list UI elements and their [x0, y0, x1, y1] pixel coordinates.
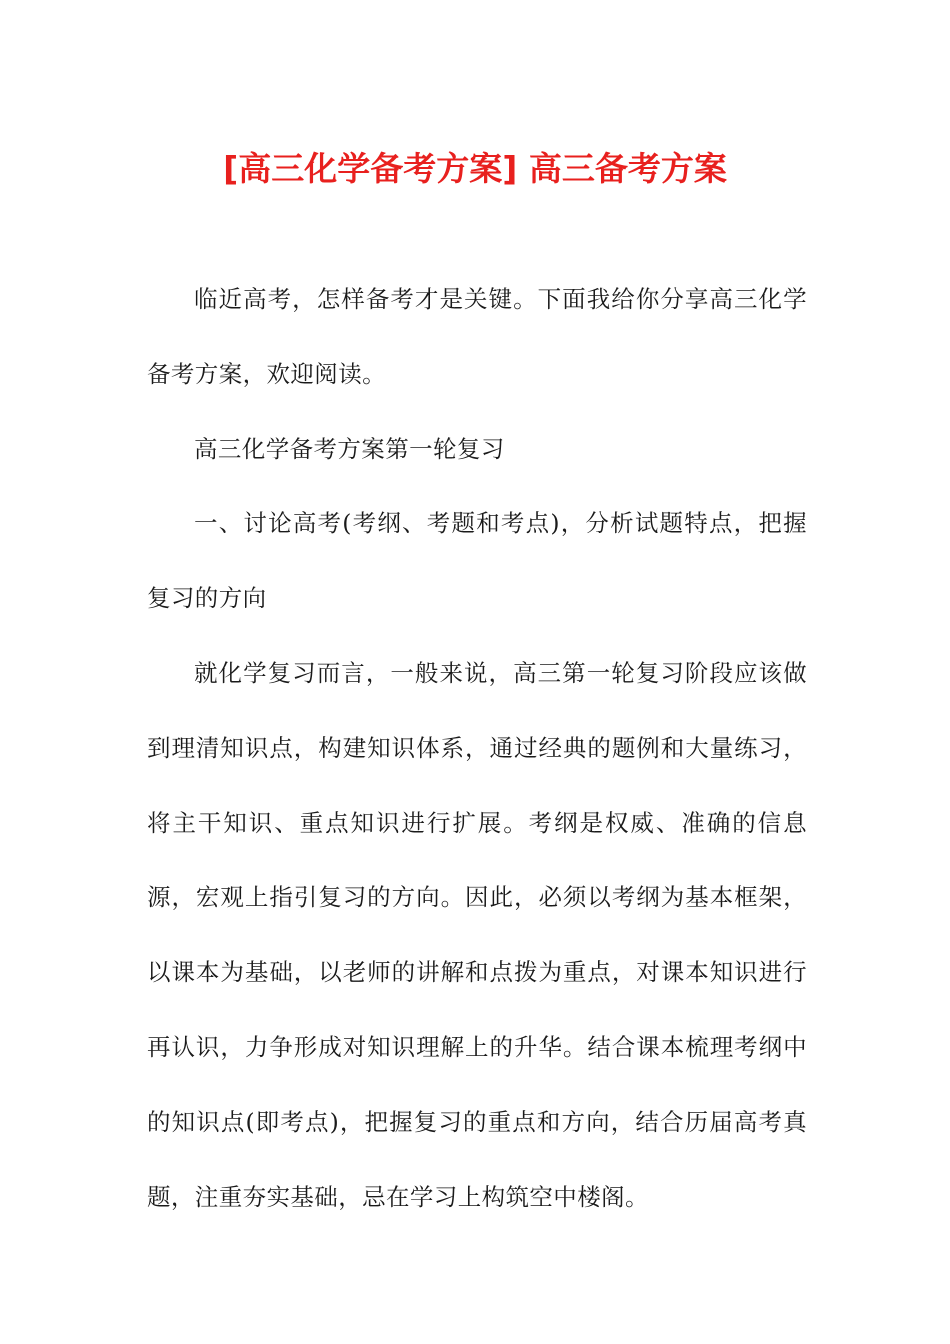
document-body — [147, 262, 807, 1234]
document-title: [高三化学备考方案] 高三备考方案 — [223, 149, 727, 188]
paragraph-review-details: 就化学复习而言，一般来说，高三第一轮复习阶段应该做到理清知识点，构建知识体系，通过经典的题例和大量练习，将主干知识、重点知识进行扩展。考纲是权威、准确的信息源，宏观上指引复习的方向。因此，必须以考纲为基本框架，以课本为基础，以老师的讲解和点拨为重点，对课本知识进行再认识，力争形成对知识理解上的升华。结合课本梳理考纲中的知识点(即考点)，把握复习的重点和方向，结合历届高考真题，注重夯实基础，忌在学习上构筑空中楼阁。 — [147, 658, 807, 1211]
paragraph-intro: 临近高考，怎样备考才是关键。下面我给你分享高三化学备考方案，欢迎阅读。 — [147, 285, 807, 388]
paragraph-heading-first-round: 高三化学备考方案第一轮复习 — [194, 434, 505, 463]
paragraph-section-one: 一、讨论高考(考纲、考题和考点)，分析试题特点，把握复习的方向 — [147, 509, 807, 613]
